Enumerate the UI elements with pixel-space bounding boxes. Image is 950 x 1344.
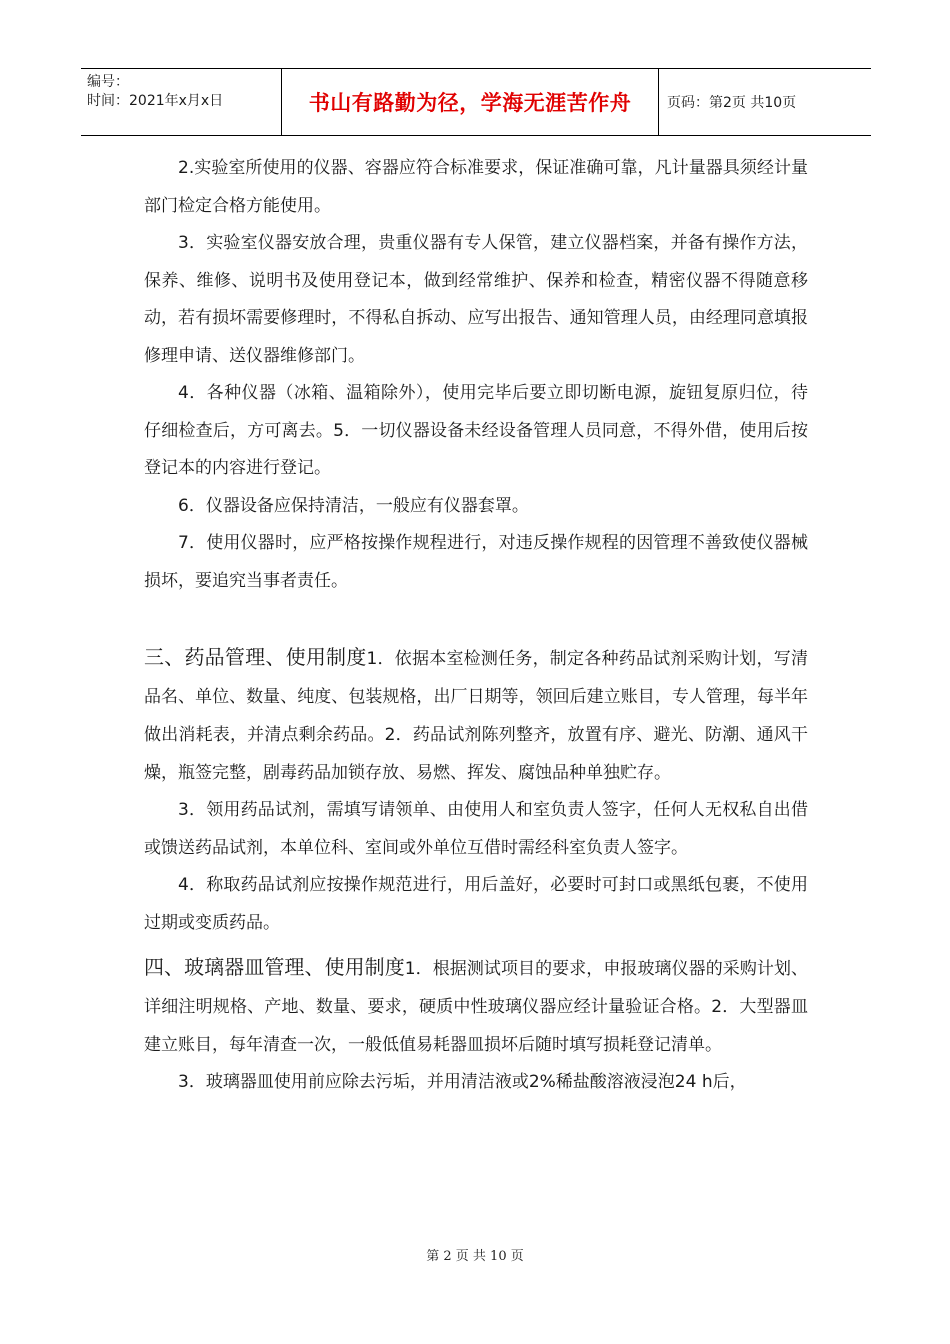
section-heading-glassware: 四、玻璃器皿管理、使用制度 bbox=[144, 955, 405, 979]
paragraph-chemical-weighing: 4．称取药品试剂应按操作规范进行，用后盖好，必要时可封口或黑纸包裹，不使用过期或变质药品。 bbox=[144, 875, 808, 933]
section-text-chemicals: 1．依据本室检测任务，制定各种药品试剂采购计划，写清品名、单位、数量、纯度、包装规格，出厂日期等，领回后建立账目，专人管理，每半年做出消耗表，并清点剩余药品。2．药品试剂陈列整齐，放置有序、避光、防潮、通风干燥，瓶签完整，剧毒药品加锁存放、易燃、挥发、腐蚀品种单独贮存。 bbox=[144, 649, 808, 783]
document-body bbox=[144, 150, 808, 1102]
header-motto: 书山有路勤为径，学海无涯苦作舟 bbox=[282, 69, 659, 135]
section-heading-chemicals: 三、药品管理、使用制度 bbox=[144, 645, 367, 669]
section-text-glassware: 1．根据测试项目的要求，申报玻璃仪器的采购计划、详细注明规格、产地、数量、要求，硬质中性玻璃仪器应经计量验证合格。2．大型器皿建立账目，每年清查一次，一般低值易耗器皿损坏后随时填写损耗登记清单。 bbox=[144, 959, 808, 1055]
document-number-label: 编号： bbox=[87, 74, 129, 90]
document-date-label: 时间：2021年x月x日 bbox=[87, 93, 224, 109]
page-footer: 第 2 页 共 10 页 bbox=[426, 1249, 524, 1264]
section-chemical-management bbox=[144, 638, 808, 792]
paragraph-power-off: 4．各种仪器（冰箱、温箱除外），使用完毕后要立即切断电源，旋钮复原归位，待仔细检查后，方可离去。5．一切仪器设备未经设备管理人员同意，不得外借，使用后按登记本的内容进行登记。 bbox=[144, 383, 808, 478]
paragraph-cleanliness: 6．仪器设备应保持清洁，一般应有仪器套罩。 bbox=[178, 495, 529, 516]
paragraph-chemical-requisition: 3．领用药品试剂，需填写请领单、由使用人和室负责人签字，任何人无权私自出借或馈送药品试剂，本单位科、室间或外单位互借时需经科室负责人签字。 bbox=[144, 800, 808, 858]
paragraph-instrument-standards: 2.实验室所使用的仪器、容器应符合标准要求，保证准确可靠，凡计量器具须经计量部门检定合格方能使用。 bbox=[144, 158, 808, 216]
document-header bbox=[81, 68, 871, 136]
paragraph-instrument-placement: 3．实验室仪器安放合理，贵重仪器有专人保管，建立仪器档案，并备有操作方法，保养、维修、说明书及使用登记本，做到经常维护、保养和检查，精密仪器不得随意移动，若有损坏需要修理时，不得私自拆动、应写出报告、通知管理人员，由经理同意填报修理申请、送仪器维修部门。 bbox=[144, 233, 808, 366]
paragraph-glassware-cleaning: 3．玻璃器皿使用前应除去污垢，并用清洁液或2%稀盐酸溶液浸泡24 h后， bbox=[178, 1072, 747, 1092]
header-meta-cell bbox=[81, 69, 282, 135]
header-page-info: 页码：第2页 共10页 bbox=[667, 95, 797, 111]
section-glassware-management bbox=[144, 948, 808, 1064]
paragraph-operation-rules: 7．使用仪器时，应严格按操作规程进行，对违反操作规程的因管理不善致使仪器械损坏，要追究当事者责任。 bbox=[144, 533, 808, 591]
